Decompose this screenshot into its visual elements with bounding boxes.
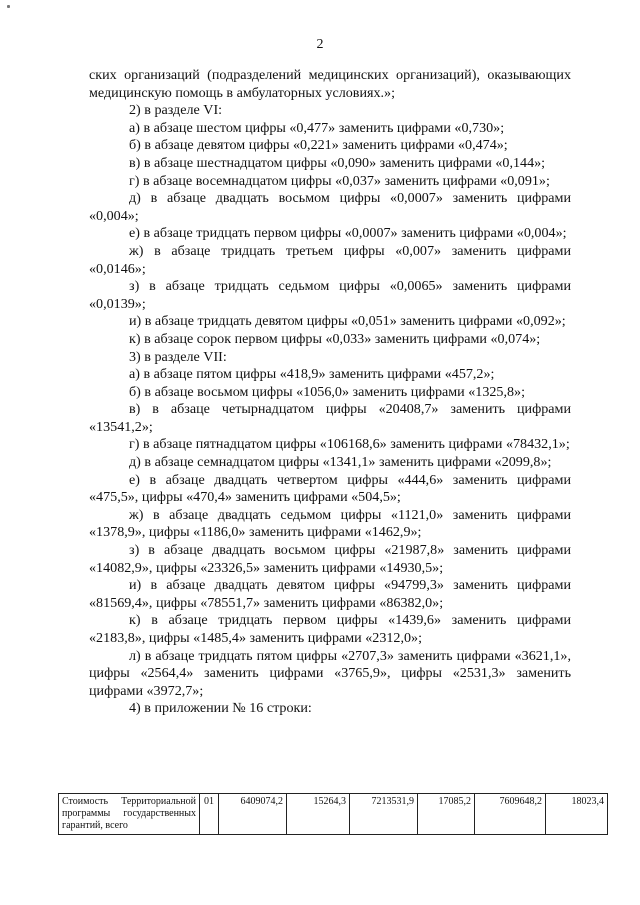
page-number: 2 [316,37,324,52]
table-cell: 18023,4 [546,794,608,835]
paragraph: ских организаций (подразделений медицинских организаций), оказывающих медицинскую помощь в амбулаторных условиях.»; [89,67,571,101]
paragraph: в) в абзаце четырнадцатом цифры «20408,7» заменить цифрами «13541,2»; [89,401,571,435]
paragraph: к) в абзаце тридцать первом цифры «1439,6» заменить цифрами «2183,8», цифры «1485,4» заменить цифрами «2312,0»; [89,612,571,646]
table-cell: 17085,2 [418,794,475,835]
paragraph: и) в абзаце тридцать девятом цифры «0,051» заменить цифрами «0,092»; [129,313,566,330]
paragraph: з) в абзаце двадцать восьмом цифры «21987,8» заменить цифрами «14082,9», цифры «23326,5» заменить цифрами «14930,5»; [89,542,571,576]
paragraph: ж) в абзаце тридцать третьем цифры «0,007» заменить цифрами «0,0146»; [89,242,571,277]
table-cell: 6409074,2 [219,794,287,835]
paragraph: 2) в разделе VI: [129,102,223,119]
row-code: 01 [200,794,219,835]
paragraph: г) в абзаце пятнадцатом цифры «106168,6» заменить цифрами «78432,1»; [129,436,570,453]
paragraph: а) в абзаце пятом цифры «418,9» заменить цифрами «457,2»; [129,366,495,383]
paragraph: и) в абзаце двадцать девятом цифры «94799,3» заменить цифрами «81569,4», цифры «78551,7» заменить цифрами «86382,0»; [89,577,571,611]
paragraph: 4) в приложении № 16 строки: [129,700,312,717]
paragraph: к) в абзаце сорок первом цифры «0,033» заменить цифрами «0,074»; [129,330,541,347]
table-cell: 7609648,2 [475,794,546,835]
paragraph: б) в абзаце восьмом цифры «1056,0» заменить цифрами «1325,8»; [129,383,526,400]
cost-table [58,793,608,835]
row-label: Стоимость Территориальной программы государственных гарантий, всего [59,794,200,835]
table-cell: 7213531,9 [350,794,418,835]
paragraph: л) в абзаце тридцать пятом цифры «2707,3» заменить цифрами «3621,1», цифры «2564,4» заменить цифрами «3765,9», цифры «2531,3» заменить цифрами «3972,7»; [89,647,571,699]
paragraph: в) в абзаце шестнадцатом цифры «0,090» заменить цифрами «0,144»; [129,154,546,171]
paragraph: е) в абзаце тридцать первом цифры «0,0007» заменить цифрами «0,004»; [129,225,567,242]
document-body [89,67,571,718]
paragraph: з) в абзаце тридцать седьмом цифры «0,0065» заменить цифрами «0,0139»; [89,278,571,312]
paragraph: а) в абзаце шестом цифры «0,477» заменить цифрами «0,730»; [129,119,505,136]
paragraph: ж) в абзаце двадцать седьмом цифры «1121,0» заменить цифрами «1378,9», цифры «1186,0» заменить цифрами «1462,9»; [89,506,571,541]
table-cell: 15264,3 [287,794,350,835]
paragraph: д) в абзаце семнадцатом цифры «1341,1» заменить цифрами «2099,8»; [129,454,552,471]
table-row [59,794,608,835]
paragraph: е) в абзаце двадцать четвертом цифры «444,6» заменить цифрами «475,5», цифры «470,4» заменить цифрами «504,5»; [89,471,571,506]
paragraph: д) в абзаце двадцать восьмом цифры «0,0007» заменить цифрами «0,004»; [89,190,571,224]
scan-mark [7,5,10,8]
paragraph: г) в абзаце восемнадцатом цифры «0,037» заменить цифрами «0,091»; [129,172,550,189]
paragraph: 3) в разделе VII: [129,348,227,365]
paragraph: б) в абзаце девятом цифры «0,221» заменить цифрами «0,474»; [129,137,508,154]
